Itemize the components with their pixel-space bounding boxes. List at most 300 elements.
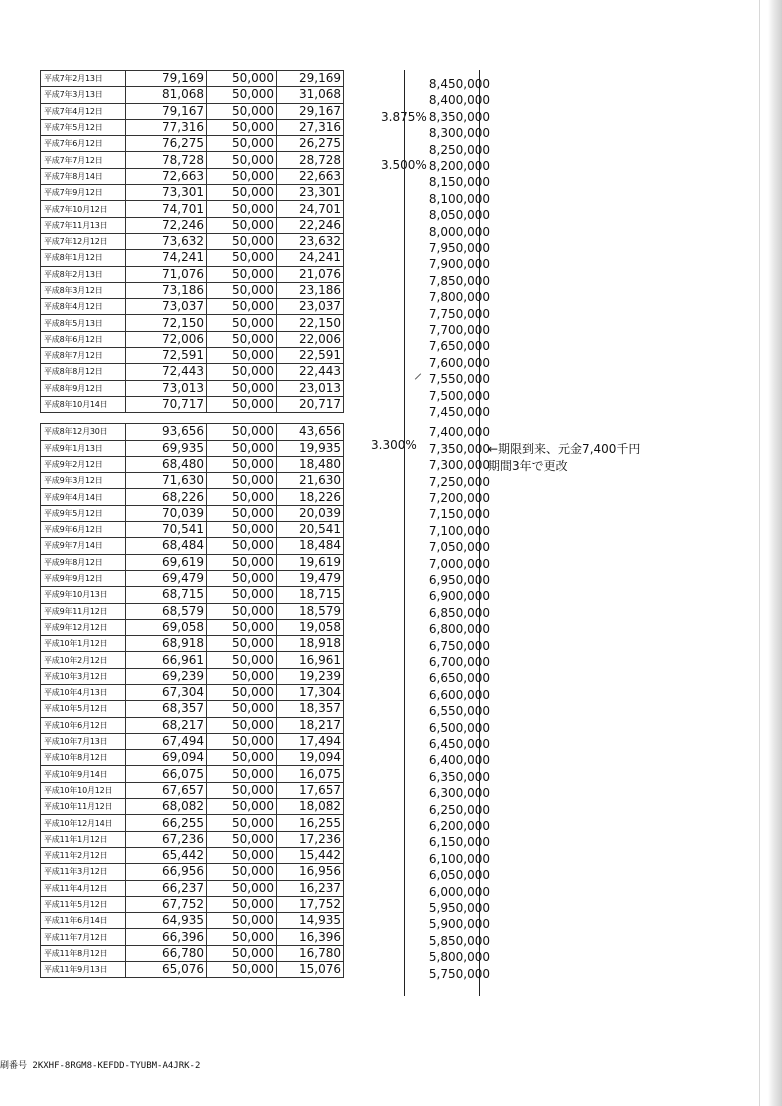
interest-cell: 20,717 — [277, 396, 344, 412]
table-row — [41, 396, 344, 412]
interest-cell: 24,701 — [277, 201, 344, 217]
date-cell: 平成8年9月12日 — [41, 380, 126, 396]
rate-label: 3.300% — [371, 438, 417, 452]
table-row — [41, 266, 344, 282]
balance-value: 8,300,000 — [428, 126, 490, 141]
principal-cell: 50,000 — [207, 424, 277, 440]
payment-cell: 69,094 — [126, 750, 207, 766]
principal-cell: 50,000 — [207, 266, 277, 282]
principal-cell: 50,000 — [207, 652, 277, 668]
payment-cell: 66,780 — [126, 945, 207, 961]
payment-cell: 68,480 — [126, 456, 207, 472]
date-cell: 平成10年1月12日 — [41, 636, 126, 652]
payment-cell: 68,579 — [126, 603, 207, 619]
table-row — [41, 913, 344, 929]
interest-cell: 16,255 — [277, 815, 344, 831]
table-row — [41, 896, 344, 912]
table-row — [41, 217, 344, 233]
balance-value: 7,150,000 — [428, 507, 490, 522]
table-row — [41, 733, 344, 749]
date-cell: 平成11年1月12日 — [41, 831, 126, 847]
print-number-footer: 刷番号 2KXHF-8RGM8-KEFDD-TYUBM-A4JRK-2 — [0, 1061, 201, 1071]
table-row — [41, 489, 344, 505]
payment-cell: 72,246 — [126, 217, 207, 233]
payment-cell: 73,632 — [126, 233, 207, 249]
interest-cell: 16,075 — [277, 766, 344, 782]
balance-value: 8,200,000 — [428, 159, 490, 173]
payment-cell: 93,656 — [126, 424, 207, 440]
payment-cell: 66,396 — [126, 929, 207, 945]
balance-value: 8,150,000 — [428, 175, 490, 190]
table-row — [41, 364, 344, 380]
payment-cell: 65,076 — [126, 962, 207, 978]
date-cell: 平成10年5月12日 — [41, 701, 126, 717]
interest-cell: 26,275 — [277, 136, 344, 152]
interest-cell: 18,480 — [277, 456, 344, 472]
payment-cell: 74,701 — [126, 201, 207, 217]
date-cell: 平成7年12月12日 — [41, 233, 126, 249]
principal-cell: 50,000 — [207, 603, 277, 619]
date-cell: 平成8年10月14日 — [41, 396, 126, 412]
balance-value: 5,850,000 — [428, 933, 490, 948]
principal-cell: 50,000 — [207, 103, 277, 119]
principal-cell: 50,000 — [207, 668, 277, 684]
payment-cell: 66,237 — [126, 880, 207, 896]
table-row — [41, 250, 344, 266]
payment-cell: 69,058 — [126, 619, 207, 635]
payment-cell: 68,357 — [126, 701, 207, 717]
principal-cell: 50,000 — [207, 456, 277, 472]
interest-cell: 19,479 — [277, 570, 344, 586]
principal-cell: 50,000 — [207, 489, 277, 505]
interest-cell: 18,918 — [277, 636, 344, 652]
interest-cell: 14,935 — [277, 913, 344, 929]
payment-cell: 68,082 — [126, 799, 207, 815]
interest-cell: 18,715 — [277, 587, 344, 603]
table-row — [41, 119, 344, 135]
date-cell: 平成8年7月12日 — [41, 348, 126, 364]
table-row — [41, 201, 344, 217]
payment-cell: 66,075 — [126, 766, 207, 782]
date-cell: 平成7年3月13日 — [41, 87, 126, 103]
interest-cell: 31,068 — [277, 87, 344, 103]
balance-value: 6,150,000 — [428, 835, 490, 850]
balance-value: 6,450,000 — [428, 737, 490, 751]
interest-cell: 18,217 — [277, 717, 344, 733]
principal-cell: 50,000 — [207, 440, 277, 456]
interest-cell: 22,246 — [277, 217, 344, 233]
interest-cell: 16,961 — [277, 652, 344, 668]
interest-cell: 23,013 — [277, 380, 344, 396]
table-row — [41, 587, 344, 603]
table-row — [41, 701, 344, 717]
payment-cell: 69,935 — [126, 440, 207, 456]
payment-cell: 67,752 — [126, 896, 207, 912]
table-row — [41, 864, 344, 880]
table-row — [41, 348, 344, 364]
principal-cell: 50,000 — [207, 896, 277, 912]
date-cell: 平成8年4月12日 — [41, 299, 126, 315]
principal-cell: 50,000 — [207, 717, 277, 733]
date-cell: 平成8年1月12日 — [41, 250, 126, 266]
principal-cell: 50,000 — [207, 136, 277, 152]
date-cell: 平成8年3月12日 — [41, 282, 126, 298]
principal-cell: 50,000 — [207, 152, 277, 168]
table-row — [41, 456, 344, 472]
principal-cell: 50,000 — [207, 962, 277, 978]
date-cell: 平成10年8月12日 — [41, 750, 126, 766]
balance-value: 7,900,000 — [428, 257, 490, 272]
scan-edge-shadow — [768, 0, 782, 1106]
principal-cell: 50,000 — [207, 538, 277, 554]
date-cell: 平成10年10月12日 — [41, 782, 126, 798]
balance-value: 6,600,000 — [428, 687, 490, 702]
table-row — [41, 652, 344, 668]
principal-cell: 50,000 — [207, 348, 277, 364]
payment-cell: 72,591 — [126, 348, 207, 364]
principal-cell: 50,000 — [207, 201, 277, 217]
payment-cell: 73,037 — [126, 299, 207, 315]
balance-value: 7,300,000 — [428, 458, 490, 473]
balance-value: 6,200,000 — [428, 819, 490, 833]
date-cell: 平成10年4月13日 — [41, 684, 126, 700]
principal-cell: 50,000 — [207, 864, 277, 880]
date-cell: 平成10年7月13日 — [41, 733, 126, 749]
interest-cell: 19,058 — [277, 619, 344, 635]
interest-cell: 24,241 — [277, 250, 344, 266]
note-renewal: 期間3年で更改 — [488, 459, 568, 473]
balance-value: 6,550,000 — [428, 704, 490, 719]
balance-value: 6,300,000 — [428, 786, 490, 801]
date-cell: 平成7年8月14日 — [41, 168, 126, 184]
principal-cell: 50,000 — [207, 847, 277, 863]
balance-value: 8,400,000 — [428, 93, 490, 108]
balance-value: 6,750,000 — [428, 638, 490, 653]
table-row — [41, 603, 344, 619]
payment-cell: 71,076 — [126, 266, 207, 282]
payment-cell: 77,316 — [126, 119, 207, 135]
payment-cell: 69,239 — [126, 668, 207, 684]
principal-cell: 50,000 — [207, 619, 277, 635]
balance-value: 7,200,000 — [428, 491, 490, 505]
payment-cell: 73,013 — [126, 380, 207, 396]
table-row — [41, 766, 344, 782]
principal-cell: 50,000 — [207, 880, 277, 896]
table-row — [41, 71, 344, 87]
balance-value: 7,400,000 — [428, 425, 490, 440]
date-cell: 平成8年8月12日 — [41, 364, 126, 380]
table-row — [41, 717, 344, 733]
balance-value: 7,050,000 — [428, 540, 490, 555]
date-cell: 平成8年2月13日 — [41, 266, 126, 282]
balance-value: 8,050,000 — [428, 208, 490, 223]
date-cell: 平成9年5月12日 — [41, 505, 126, 521]
interest-cell: 16,956 — [277, 864, 344, 880]
table-row — [41, 87, 344, 103]
payment-cell: 68,715 — [126, 587, 207, 603]
interest-cell: 23,632 — [277, 233, 344, 249]
table-row — [41, 168, 344, 184]
table-row — [41, 185, 344, 201]
payment-cell: 69,479 — [126, 570, 207, 586]
table-row — [41, 750, 344, 766]
balance-value: 7,250,000 — [428, 474, 490, 489]
payment-cell: 65,442 — [126, 847, 207, 863]
balance-value: 8,450,000 — [428, 77, 490, 91]
table-row — [41, 424, 344, 440]
balance-value: 8,350,000 — [428, 109, 490, 124]
balance-value: 6,800,000 — [428, 622, 490, 637]
table-row — [41, 799, 344, 815]
date-cell: 平成9年3月12日 — [41, 473, 126, 489]
principal-cell: 50,000 — [207, 733, 277, 749]
principal-cell: 50,000 — [207, 587, 277, 603]
principal-cell: 50,000 — [207, 945, 277, 961]
payment-cell: 70,039 — [126, 505, 207, 521]
balance-value: 6,350,000 — [428, 769, 490, 784]
date-cell: 平成10年6月12日 — [41, 717, 126, 733]
balance-value: 8,000,000 — [428, 224, 490, 239]
date-cell: 平成11年8月12日 — [41, 945, 126, 961]
table-row — [41, 380, 344, 396]
interest-cell: 27,316 — [277, 119, 344, 135]
date-cell: 平成10年3月12日 — [41, 668, 126, 684]
interest-cell: 21,630 — [277, 473, 344, 489]
balance-value: 6,700,000 — [428, 655, 490, 669]
interest-cell: 17,657 — [277, 782, 344, 798]
interest-cell: 20,039 — [277, 505, 344, 521]
principal-cell: 50,000 — [207, 831, 277, 847]
balance-value: 7,450,000 — [428, 405, 490, 419]
date-cell: 平成9年2月12日 — [41, 456, 126, 472]
table-row — [41, 570, 344, 586]
payment-cell: 70,717 — [126, 396, 207, 412]
interest-cell: 18,357 — [277, 701, 344, 717]
balance-value: 7,000,000 — [428, 556, 490, 571]
payment-cell: 69,619 — [126, 554, 207, 570]
balance-value: 7,750,000 — [428, 306, 490, 321]
payment-cell: 68,217 — [126, 717, 207, 733]
principal-cell: 50,000 — [207, 71, 277, 87]
date-cell: 平成11年3月12日 — [41, 864, 126, 880]
table-row — [41, 440, 344, 456]
table-row — [41, 847, 344, 863]
date-cell: 平成7年4月12日 — [41, 103, 126, 119]
principal-cell: 50,000 — [207, 473, 277, 489]
date-cell: 平成9年11月12日 — [41, 603, 126, 619]
interest-cell: 18,484 — [277, 538, 344, 554]
principal-cell: 50,000 — [207, 815, 277, 831]
table-gap-row — [41, 413, 344, 424]
balance-value: 5,750,000 — [428, 966, 490, 981]
table-row — [41, 782, 344, 798]
balance-value: 6,950,000 — [428, 573, 490, 587]
payment-cell: 79,169 — [126, 71, 207, 87]
payment-cell: 76,275 — [126, 136, 207, 152]
principal-cell: 50,000 — [207, 185, 277, 201]
interest-cell: 15,076 — [277, 962, 344, 978]
principal-cell: 50,000 — [207, 929, 277, 945]
rate-label: 3.875% — [381, 110, 427, 124]
payment-cell: 66,961 — [126, 652, 207, 668]
date-cell: 平成10年12月14日 — [41, 815, 126, 831]
date-cell: 平成8年6月12日 — [41, 331, 126, 347]
balance-value: 6,100,000 — [428, 851, 490, 866]
interest-cell: 17,304 — [277, 684, 344, 700]
date-cell: 平成7年7月12日 — [41, 152, 126, 168]
payment-cell: 68,918 — [126, 636, 207, 652]
payment-cell: 66,255 — [126, 815, 207, 831]
table-row — [41, 299, 344, 315]
principal-cell: 50,000 — [207, 684, 277, 700]
date-cell: 平成9年12月12日 — [41, 619, 126, 635]
table-row — [41, 505, 344, 521]
balance-value: 7,650,000 — [428, 339, 490, 354]
date-cell: 平成9年1月13日 — [41, 440, 126, 456]
date-cell: 平成7年9月12日 — [41, 185, 126, 201]
principal-cell: 50,000 — [207, 782, 277, 798]
balance-value: 6,650,000 — [428, 671, 490, 686]
payment-cell: 71,630 — [126, 473, 207, 489]
date-cell: 平成7年2月13日 — [41, 71, 126, 87]
balance-value: 5,900,000 — [428, 917, 490, 932]
interest-cell: 28,728 — [277, 152, 344, 168]
interest-cell: 19,935 — [277, 440, 344, 456]
payment-cell: 68,226 — [126, 489, 207, 505]
date-cell: 平成7年6月12日 — [41, 136, 126, 152]
date-cell: 平成9年9月12日 — [41, 570, 126, 586]
interest-cell: 15,442 — [277, 847, 344, 863]
table-row — [41, 929, 344, 945]
rate-label: 3.500% — [381, 158, 427, 172]
table-row — [41, 538, 344, 554]
interest-cell: 29,167 — [277, 103, 344, 119]
date-cell: 平成7年11月13日 — [41, 217, 126, 233]
table-row — [41, 962, 344, 978]
table-row — [41, 636, 344, 652]
table-row — [41, 152, 344, 168]
balance-value: 7,550,000 — [428, 372, 490, 387]
date-cell: 平成11年2月12日 — [41, 847, 126, 863]
table-row — [41, 136, 344, 152]
balance-value: 8,100,000 — [428, 191, 490, 206]
interest-cell: 43,656 — [277, 424, 344, 440]
date-cell: 平成10年9月14日 — [41, 766, 126, 782]
payment-cell: 67,304 — [126, 684, 207, 700]
payment-cell: 74,241 — [126, 250, 207, 266]
interest-cell: 17,494 — [277, 733, 344, 749]
balance-value: 8,250,000 — [428, 142, 490, 157]
date-cell: 平成11年9月13日 — [41, 962, 126, 978]
interest-cell: 19,094 — [277, 750, 344, 766]
date-cell: 平成9年8月12日 — [41, 554, 126, 570]
principal-cell: 50,000 — [207, 396, 277, 412]
payment-cell: 66,956 — [126, 864, 207, 880]
interest-cell: 19,239 — [277, 668, 344, 684]
interest-cell: 22,663 — [277, 168, 344, 184]
payment-cell: 78,728 — [126, 152, 207, 168]
principal-cell: 50,000 — [207, 119, 277, 135]
balance-value: 5,800,000 — [428, 950, 490, 965]
interest-cell: 20,541 — [277, 522, 344, 538]
interest-cell: 23,037 — [277, 299, 344, 315]
table-row — [41, 815, 344, 831]
date-cell: 平成7年5月12日 — [41, 119, 126, 135]
table-row — [41, 619, 344, 635]
repayment-table — [40, 70, 344, 978]
table-row — [41, 282, 344, 298]
interest-cell: 22,591 — [277, 348, 344, 364]
principal-cell: 50,000 — [207, 331, 277, 347]
principal-cell: 50,000 — [207, 799, 277, 815]
principal-cell: 50,000 — [207, 364, 277, 380]
payment-cell: 73,186 — [126, 282, 207, 298]
interest-cell: 16,780 — [277, 945, 344, 961]
date-cell: 平成10年11月12日 — [41, 799, 126, 815]
principal-cell: 50,000 — [207, 701, 277, 717]
payment-cell: 67,236 — [126, 831, 207, 847]
principal-cell: 50,000 — [207, 87, 277, 103]
balance-value: 6,250,000 — [428, 802, 490, 817]
interest-cell: 18,082 — [277, 799, 344, 815]
principal-cell: 50,000 — [207, 554, 277, 570]
principal-cell: 50,000 — [207, 282, 277, 298]
payment-cell: 67,657 — [126, 782, 207, 798]
table-row — [41, 831, 344, 847]
payment-cell: 72,150 — [126, 315, 207, 331]
date-cell: 平成11年6月14日 — [41, 913, 126, 929]
balance-value: 6,900,000 — [428, 589, 490, 604]
note-maturity: ←期限到来、元金7,400千円 — [488, 442, 641, 456]
principal-cell: 50,000 — [207, 299, 277, 315]
payment-cell: 72,006 — [126, 331, 207, 347]
principal-cell: 50,000 — [207, 750, 277, 766]
interest-cell: 18,579 — [277, 603, 344, 619]
table-row — [41, 473, 344, 489]
principal-cell: 50,000 — [207, 570, 277, 586]
interest-cell: 18,226 — [277, 489, 344, 505]
payment-cell: 72,443 — [126, 364, 207, 380]
balance-value: 5,950,000 — [428, 901, 490, 915]
payment-cell: 64,935 — [126, 913, 207, 929]
balance-value: 7,600,000 — [428, 355, 490, 370]
balance-value: 7,850,000 — [428, 273, 490, 288]
interest-cell: 23,186 — [277, 282, 344, 298]
balance-value: 7,700,000 — [428, 323, 490, 337]
balance-value: 7,800,000 — [428, 290, 490, 305]
interest-cell: 17,236 — [277, 831, 344, 847]
principal-cell: 50,000 — [207, 315, 277, 331]
principal-cell: 50,000 — [207, 380, 277, 396]
balance-value: 7,500,000 — [428, 388, 490, 403]
balance-value: 6,500,000 — [428, 720, 490, 735]
principal-cell: 50,000 — [207, 522, 277, 538]
table-row — [41, 522, 344, 538]
table-row — [41, 880, 344, 896]
payment-cell: 70,541 — [126, 522, 207, 538]
principal-cell: 50,000 — [207, 913, 277, 929]
date-cell: 平成8年12月30日 — [41, 424, 126, 440]
balance-value: 6,000,000 — [428, 884, 490, 899]
payment-cell: 73,301 — [126, 185, 207, 201]
date-cell: 平成8年5月13日 — [41, 315, 126, 331]
date-cell: 平成10年2月12日 — [41, 652, 126, 668]
payment-cell: 68,484 — [126, 538, 207, 554]
interest-cell: 16,396 — [277, 929, 344, 945]
table-row — [41, 684, 344, 700]
payment-cell: 67,494 — [126, 733, 207, 749]
table-row — [41, 103, 344, 119]
